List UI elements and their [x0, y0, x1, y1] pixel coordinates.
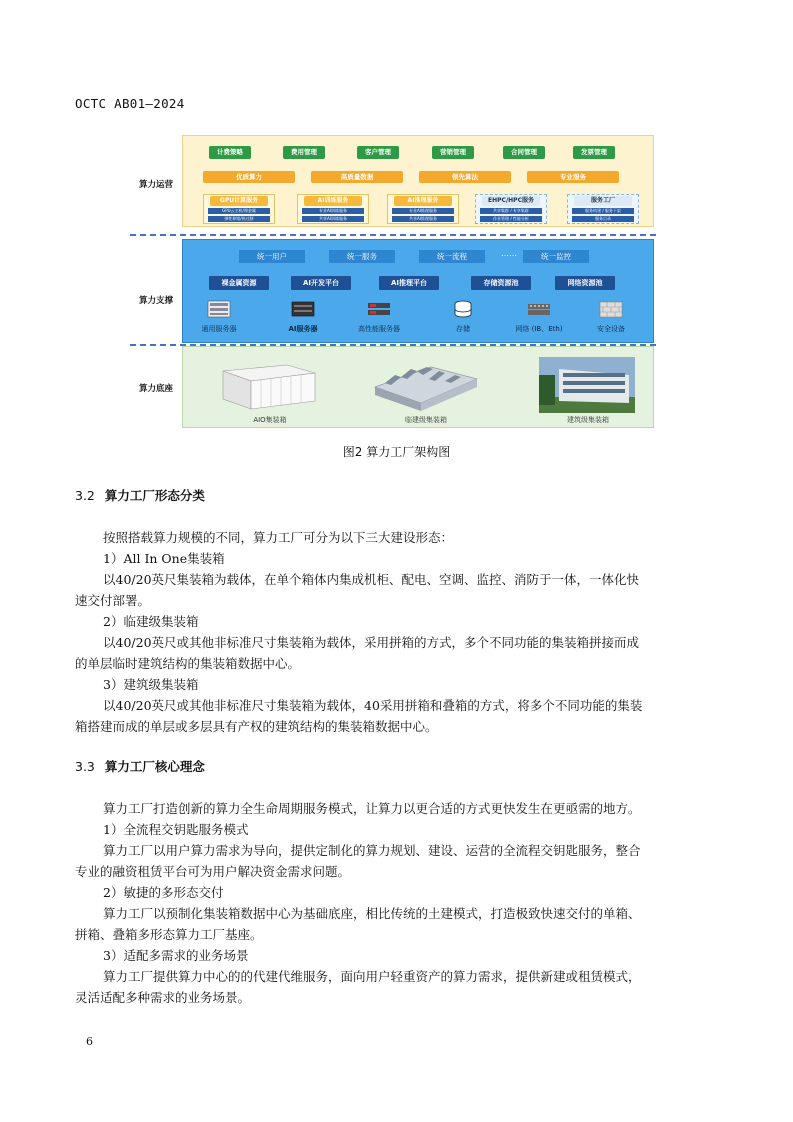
temporary-container-image	[371, 357, 481, 413]
service-sub: 专业AI推理服务	[392, 208, 454, 214]
resource-bar: 存储资源池	[471, 276, 531, 290]
paragraph: 以40/20英尺或其他非标准尺寸集装箱为载体，采用拼箱的方式，多个不同功能的集装箱拼接而成	[103, 635, 640, 650]
ops-button: 合同管理	[503, 146, 545, 159]
ops-button: 营销管理	[432, 146, 474, 159]
section-title: 算力工厂形态分类	[104, 488, 205, 503]
paragraph: 拼箱、叠箱多形态算力工厂基座。	[75, 927, 263, 942]
service-title: 服务工厂	[574, 196, 632, 206]
ai-server-icon	[291, 300, 315, 318]
document-header: OCTC AB01—2024	[75, 96, 185, 111]
resource-bar: AI开发平台	[291, 276, 351, 290]
service-sub: 服务目录	[572, 216, 634, 222]
hpc-server-icon	[367, 300, 391, 318]
architecture-figure	[130, 133, 656, 428]
list-item-heading: 1）All In One集装箱	[103, 551, 225, 566]
paragraph: 按照搭载算力规模的不同，算力工厂可分为以下三大建设形态：	[103, 530, 454, 545]
ops-layer-panel	[182, 135, 654, 227]
equipment-label: 网络 (IB、Eth)	[515, 325, 563, 333]
service-card-gpu	[203, 194, 275, 224]
server-rack-icon	[207, 300, 231, 318]
paragraph: 灵活适配多种需求的业务场景。	[75, 990, 251, 1005]
building-container-image	[539, 357, 635, 413]
service-title: EHPC/HPC服务	[482, 196, 540, 206]
unified-ellipsis: ……	[501, 249, 517, 258]
network-switch-icon	[527, 300, 551, 318]
list-item-heading: 2）敏捷的多形态交付	[103, 885, 224, 900]
section-number: 3.3	[75, 759, 95, 774]
paragraph: 算力工厂以预制化集装箱数据中心为基础底座，相比传统的土建模式，打造极致快速交付的单箱、	[103, 906, 641, 921]
service-sub: GPU云主机/裸金属	[208, 208, 270, 214]
paragraph: 算力工厂提供算力中心的的代建代维服务，面向用户轻重资产的算力需求，提供新建或租赁模式，	[103, 969, 641, 984]
ops-bar: 专业服务	[527, 171, 619, 183]
equipment-label: 高性能服务器	[358, 325, 400, 333]
equipment-label: 通用服务器	[201, 325, 237, 333]
paragraph: 算力工厂打造创新的算力全生命周期服务模式，让算力以更合适的方式更快发生在更亟需的地方。	[103, 801, 641, 816]
resource-bar: AI推理平台	[379, 276, 439, 290]
ops-bar: 优质算力	[203, 171, 295, 183]
layer-label-base: 算力底座	[138, 384, 173, 394]
service-sub: 共享AI推理服务	[392, 216, 454, 222]
unified-bar: 统一监控	[523, 250, 589, 263]
section-title: 算力工厂核心理念	[104, 759, 205, 774]
unified-bar: 统一服务	[329, 250, 395, 263]
service-title: AI推理服务	[394, 196, 452, 206]
storage-icon	[451, 300, 475, 318]
service-sub: 作业管理 / 性能分析	[480, 216, 542, 222]
service-sub: 弹性伸缩/热迁移	[208, 216, 270, 222]
support-layer-panel	[182, 239, 654, 343]
layer-label-ops: 算力运营	[138, 180, 173, 190]
resource-bar: 裸金属资源	[209, 276, 269, 290]
equipment-label: 安全设备	[597, 325, 625, 333]
service-title: GPU计算服务	[210, 196, 268, 206]
list-item-heading: 3）建筑级集装箱	[103, 677, 199, 692]
base-label: 临建级集装箱	[405, 416, 447, 424]
service-sub: 共享集群 / 专享集群	[480, 208, 542, 214]
paragraph: 专业的融资租赁平台可为用户解决资金需求问题。	[75, 864, 351, 879]
ops-bar: 领先算法	[419, 171, 511, 183]
base-label: 建筑级集装箱	[567, 416, 609, 424]
service-sub: 服务构建 / 服务下架	[572, 208, 634, 214]
resource-bar: 网络资源池	[555, 276, 615, 290]
section-number: 3.2	[75, 488, 95, 503]
service-title: AI训练服务	[304, 196, 362, 206]
paragraph: 以40/20英尺或其他非标准尺寸集装箱为载体，40采用拼箱和叠箱的方式，将多个不同功能的集装	[103, 698, 643, 713]
list-item-heading: 2）临建级集装箱	[103, 614, 199, 629]
section-heading	[75, 757, 205, 775]
service-sub: 共享AI训练服务	[302, 216, 364, 222]
service-card-hpc	[475, 194, 547, 224]
ops-button: 发票管理	[573, 146, 615, 159]
equipment-label: 存储	[456, 325, 470, 333]
service-sub: 专业AI训练服务	[302, 208, 364, 214]
equipment-label: AI服务器	[288, 325, 318, 333]
unified-bar: 统一用户	[239, 250, 305, 263]
list-item-heading: 3）适配多需求的业务场景	[103, 948, 249, 963]
aio-container-image	[217, 357, 321, 413]
base-label: AIO集装箱	[253, 416, 287, 424]
firewall-icon	[599, 300, 623, 318]
ops-button: 客户管理	[357, 146, 399, 159]
paragraph: 速交付部署。	[75, 593, 151, 608]
page-number: 6	[86, 1035, 93, 1048]
ops-button: 计费策略	[209, 146, 251, 159]
paragraph: 以40/20英尺集装箱为载体，在单个箱体内集成机柜、配电、空调、监控、消防于一体，一体化快	[103, 572, 640, 587]
figure-caption: 图2 算力工厂架构图	[342, 445, 451, 459]
paragraph: 箱搭建而成的单层或多层具有产权的建筑结构的集装箱数据中心。	[75, 719, 438, 734]
list-item-heading: 1）全流程交钥匙服务模式	[103, 822, 249, 837]
base-layer-panel	[182, 346, 654, 428]
service-card-factory	[567, 194, 639, 224]
service-card-ai-training	[297, 194, 369, 224]
paragraph: 算力工厂以用户算力需求为导向，提供定制化的算力规划、建设、运营的全流程交钥匙服务，整合	[103, 843, 641, 858]
section-heading	[75, 486, 205, 504]
unified-bar: 统一流程	[419, 250, 485, 263]
layer-label-support: 算力支撑	[138, 296, 173, 306]
ops-button: 费用管理	[283, 146, 325, 159]
paragraph: 的单层临时建筑结构的集装箱数据中心。	[75, 656, 301, 671]
divider-dashed	[130, 234, 656, 236]
ops-bar: 高质量数据	[311, 171, 403, 183]
service-card-ai-inference	[387, 194, 459, 224]
